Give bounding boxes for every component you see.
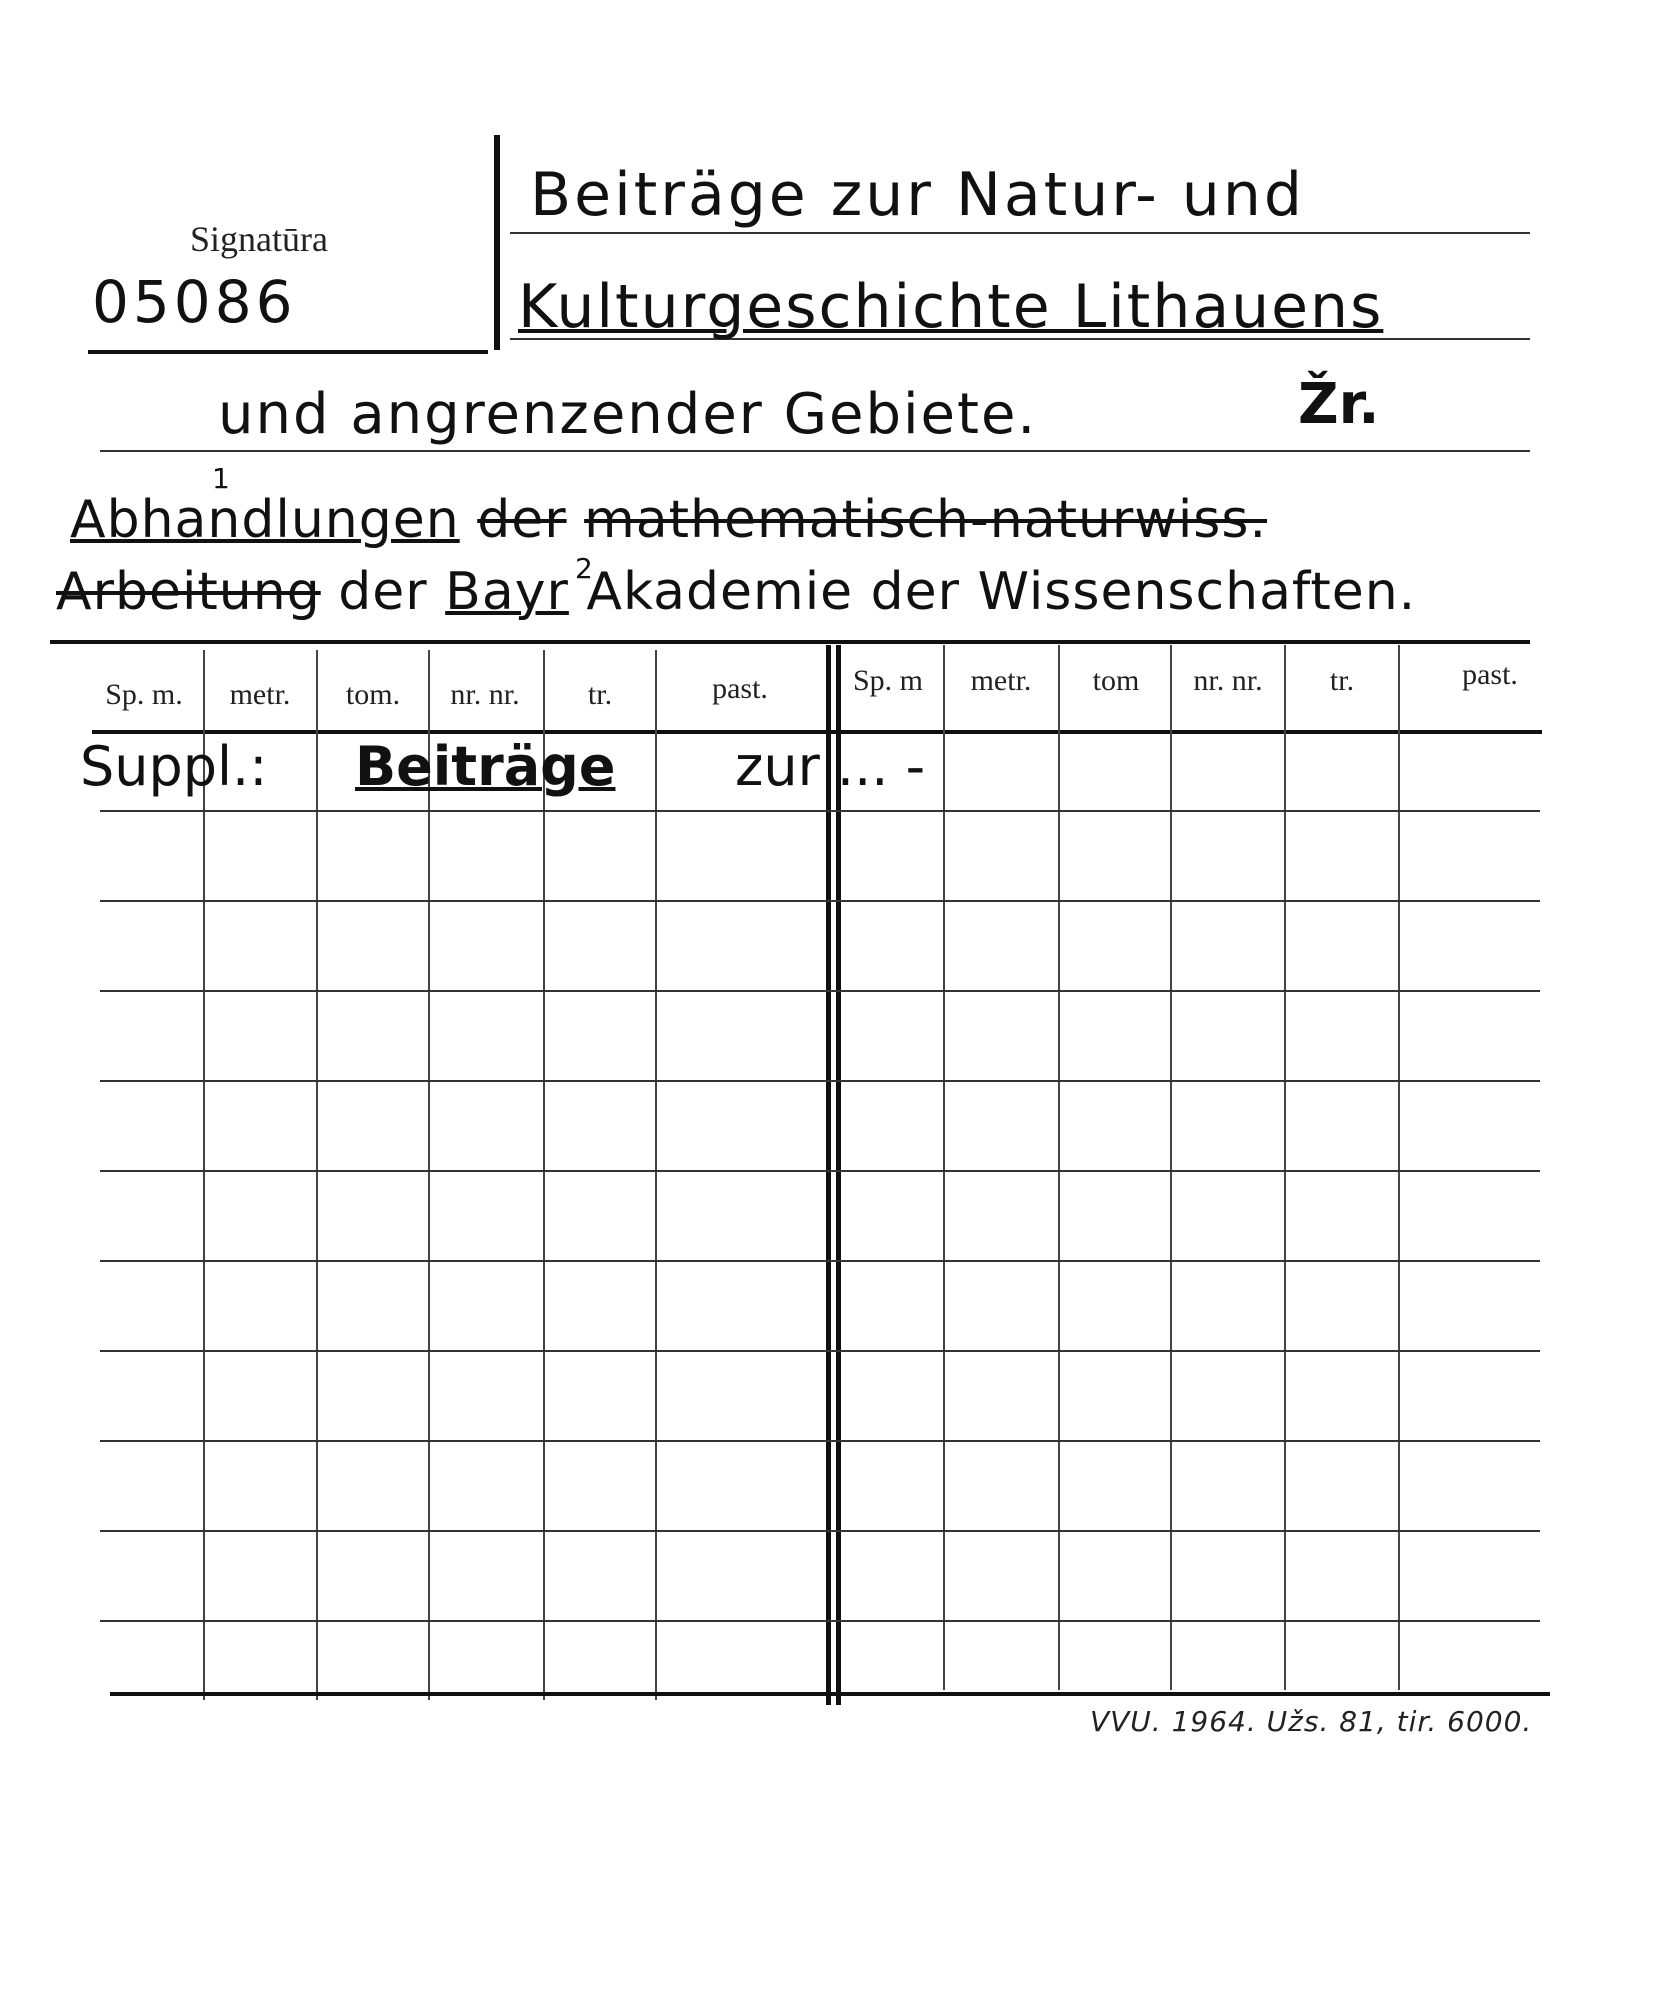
line-a-marker: 1 <box>212 462 230 495</box>
row-rule <box>100 1440 1540 1442</box>
line-b-marker: 2 <box>575 552 593 585</box>
th-right-tr: tr. <box>1329 664 1355 697</box>
table-bottom-rule <box>110 1692 1550 1696</box>
col-divider <box>316 650 318 1700</box>
title-line-2: Kulturgeschichte Lithauens <box>518 272 1384 342</box>
center-double-divider <box>836 645 841 1705</box>
row-rule <box>100 1260 1540 1262</box>
th-left-metr: metr. <box>229 678 291 711</box>
row-rule <box>100 1530 1540 1532</box>
header-bottom-rule <box>92 730 1542 734</box>
suppl-rest: zur ... - <box>735 735 926 798</box>
th-left-sp-m: Sp. m. <box>105 678 183 711</box>
see-reference-mark: Žr. <box>1298 372 1380 437</box>
title-rule-3 <box>100 450 1530 452</box>
th-left-tr: tr. <box>587 678 613 711</box>
col-divider <box>543 650 545 1700</box>
title-rule-1 <box>510 232 1530 234</box>
signature-value: 05086 <box>92 268 297 336</box>
line-b <box>56 562 1416 622</box>
col-divider <box>428 650 430 1700</box>
col-divider <box>943 645 945 1690</box>
suppl-title: Beiträge <box>355 735 616 798</box>
th-right-nr: nr. nr. <box>1193 664 1263 697</box>
col-divider <box>655 650 657 1700</box>
signature-label: Signatūra <box>190 219 328 259</box>
col-divider <box>1170 645 1172 1690</box>
line-b-rest: Akademie der Wissenschaften. <box>586 562 1417 622</box>
row-rule <box>100 1170 1540 1172</box>
th-left-past: past. <box>712 672 768 705</box>
center-double-divider <box>826 645 831 1705</box>
title-line-1: Beiträge zur Natur- und <box>530 160 1305 230</box>
line-a-struck-1: der <box>477 490 567 550</box>
col-divider <box>1058 645 1060 1690</box>
suppl-label: Suppl.: <box>80 735 268 798</box>
th-right-past: past. <box>1462 658 1518 691</box>
th-right-metr: metr. <box>970 664 1032 697</box>
th-right-tom: tom <box>1092 664 1140 697</box>
row-rule <box>100 900 1540 902</box>
title-divider <box>494 135 500 350</box>
th-right-sp-m: Sp. m <box>852 664 924 697</box>
signature-underline <box>88 350 488 354</box>
col-divider <box>203 650 205 1700</box>
title-line-3: und angrenzender Gebiete. <box>218 382 1038 447</box>
row-rule <box>100 1620 1540 1622</box>
col-divider <box>1284 645 1286 1690</box>
line-b-bayr: Bayr <box>445 562 569 622</box>
printer-imprint: VVU. 1964. Užs. 81, tir. 6000. <box>1090 1705 1533 1738</box>
line-a-struck-3: -naturwiss. <box>970 490 1267 550</box>
line-b-der: der <box>338 562 428 622</box>
header-top-rule <box>50 640 1530 644</box>
row-rule <box>100 810 1540 812</box>
row-rule <box>100 990 1540 992</box>
th-left-tom: tom. <box>345 678 401 711</box>
line-a <box>70 490 1267 550</box>
line-a-struck-2: mathematisch <box>584 490 970 550</box>
th-left-nr: nr. nr. <box>450 678 520 711</box>
row-rule <box>100 1080 1540 1082</box>
line-a-main: Abhandlungen <box>70 490 460 550</box>
line-b-struck: Arbeitung <box>56 562 321 622</box>
col-divider <box>1398 645 1400 1690</box>
row-rule <box>100 1350 1540 1352</box>
